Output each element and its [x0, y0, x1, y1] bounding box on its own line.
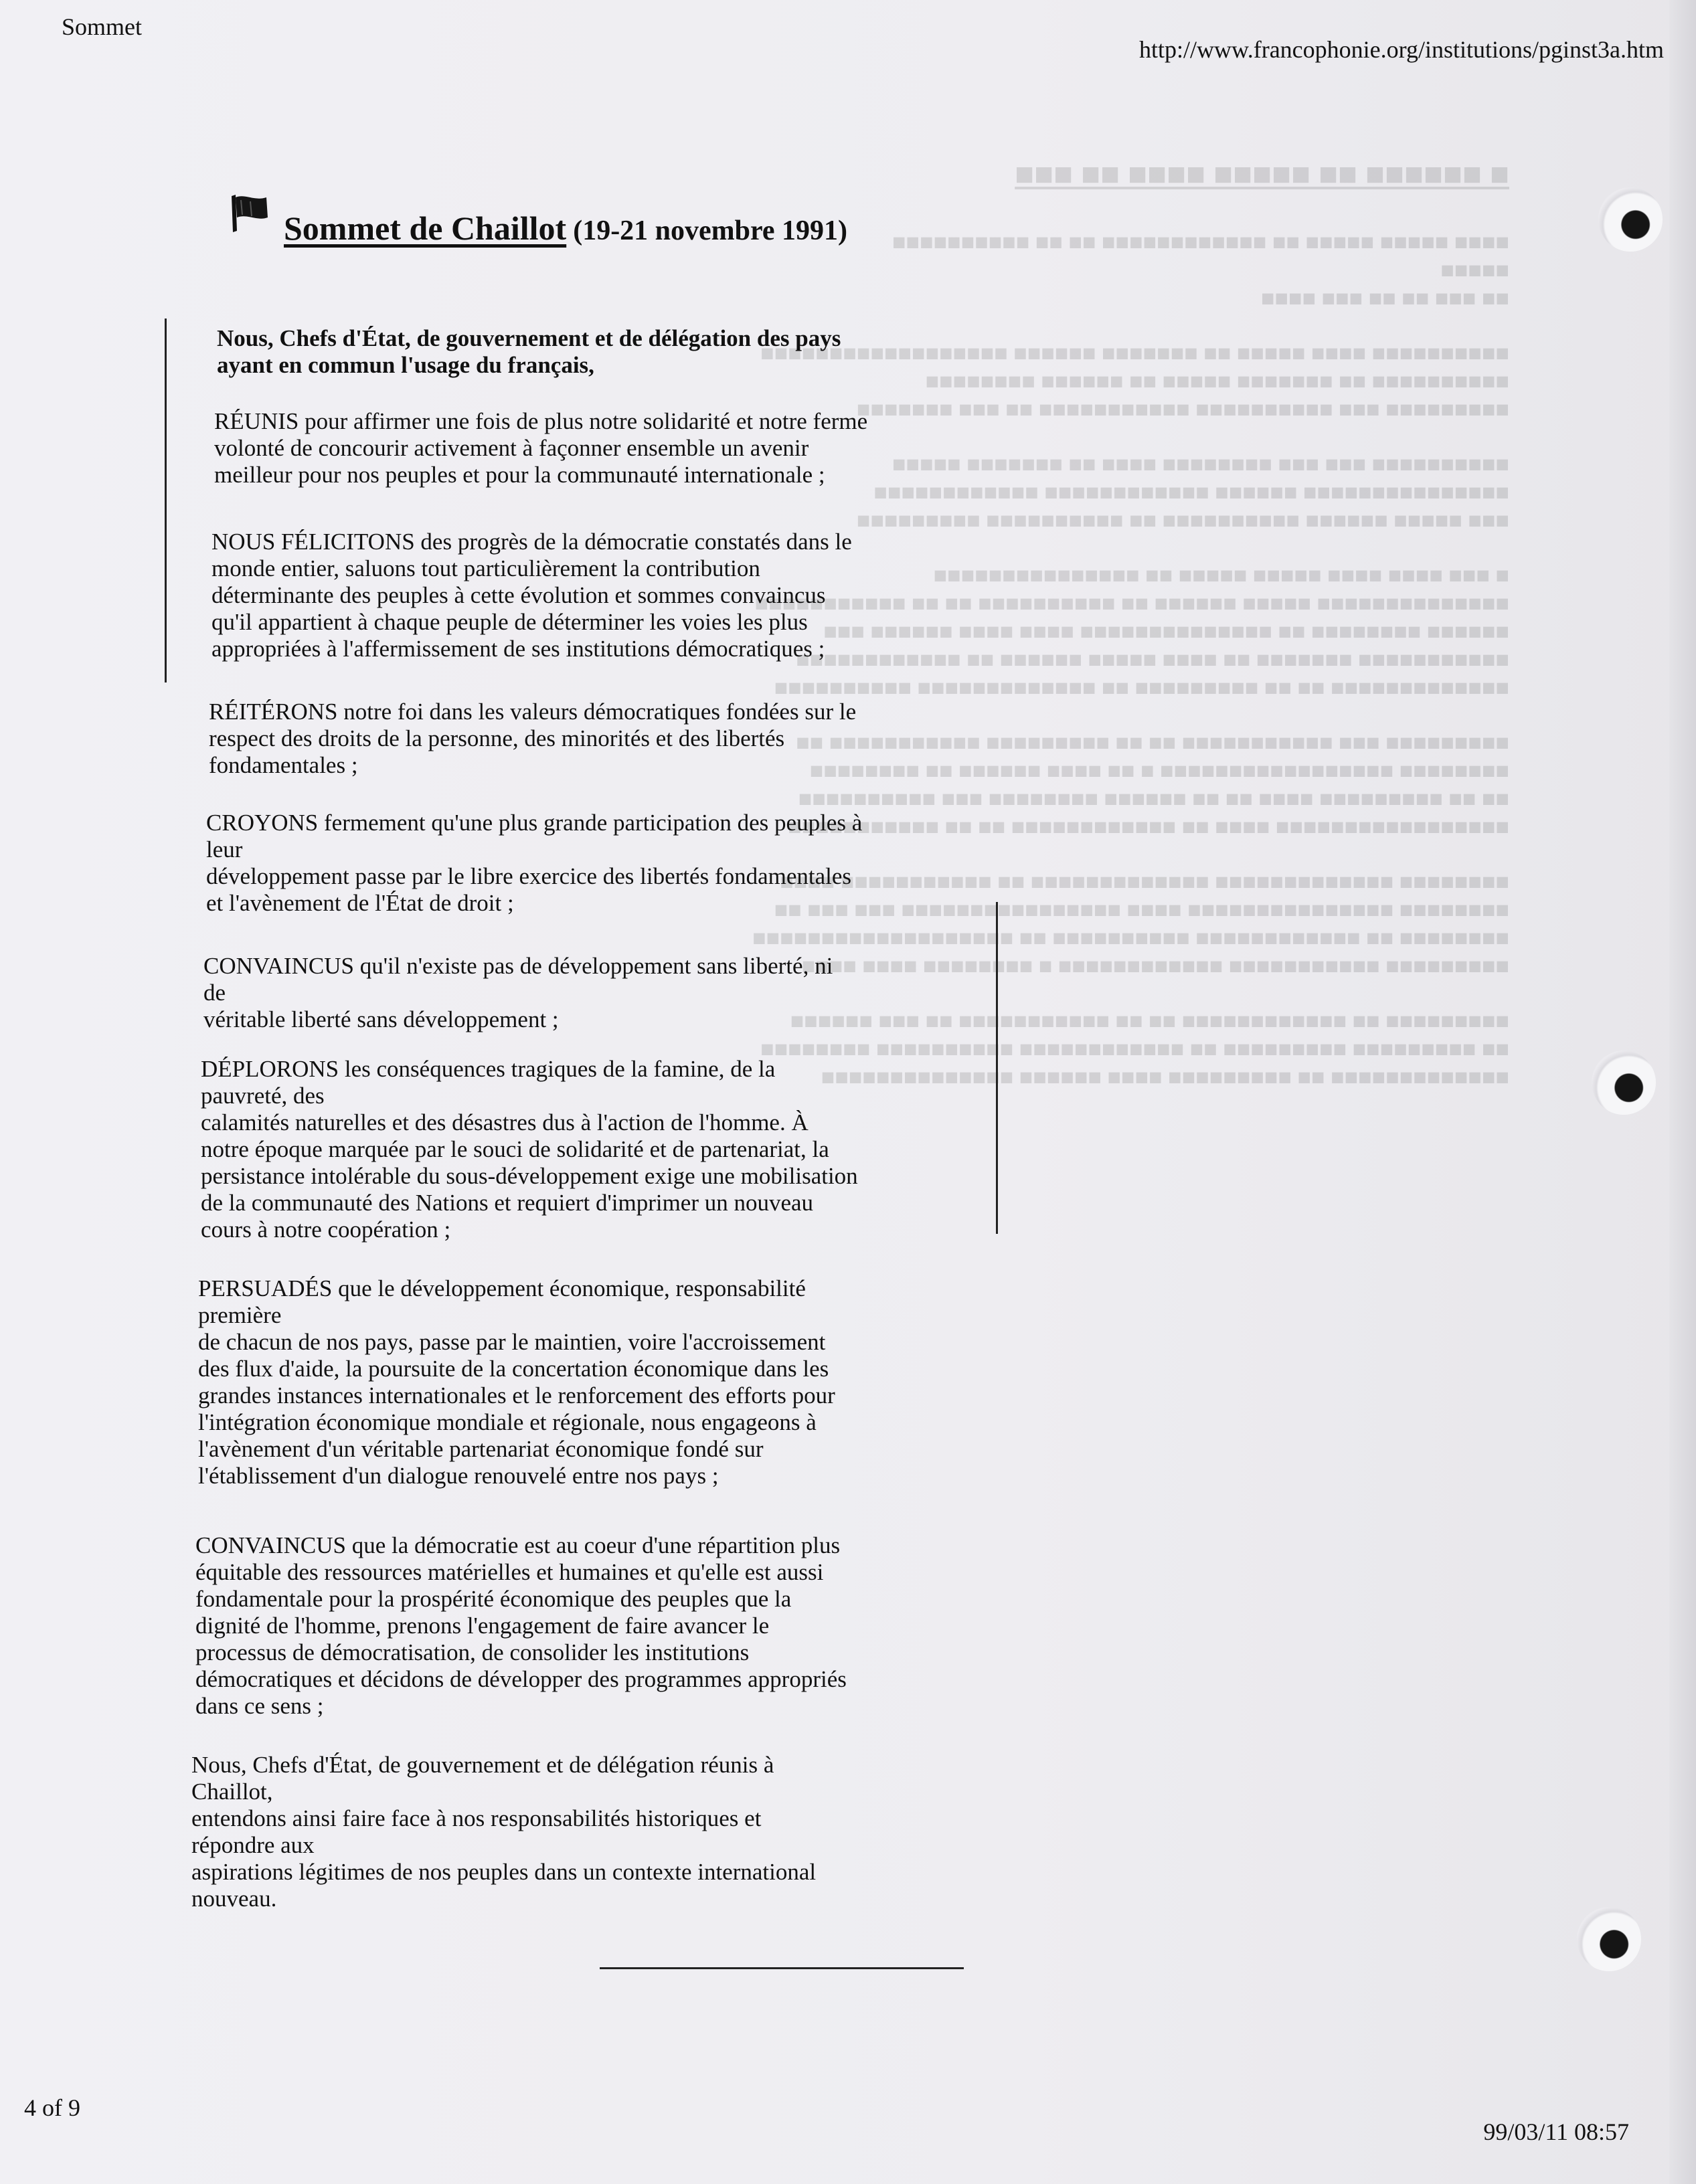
flag-icon	[228, 191, 272, 235]
header-page-title: Sommet	[62, 13, 143, 40]
paragraph-convaincus-2: CONVAINCUS que la démocratie est au coeur d'une répartition plus équitable des ressources matérielles et humaines et qu'elle est aussi fondamentale pour la prospérité économique des peuples que la dignité de l'homme, prenons l'engagement de faire avancer le processus de démocratisation, de consolider les institutions démocratiques et décidons de développer des programmes appropriés dans ce sens ;	[195, 1532, 847, 1719]
bleed-through-texture: ■ ■■■■■■ ■■ ■■■■■ ■■■■ ■■ ■■■ ■■■■ ■■■■■ ■■■■■ ■■ ■■■■■■■■■■■■ ■■ ■■ ■■■■■■■■■■ ■■■■■ ■■ ■■■ ■■ ■■ ■■■ ■■■■ ■■■■■■■■■■ ■■■■ ■■■■■ ■■ ■■■■■■■ ■■■■■■ ■■■■■■■■■■■■■■■■■■ ■■■■■■■■■■ ■■ ■■■■■■■ ■■■■■ ■■ ■■■■■■ ■■■■■■■■ ■■■■■■■■■ ■■■ ■■■■■■■■■■ ■■■■■■■■■■■ ■■ ■■■ ■■■■■■■ ■■■■■■■■■■ ■■■ ■■■ ■■■■■■■■ ■■■■ ■■ ■■■■■■■ ■■■■■ ■■■■■■■■■■■■■■■ ■■■■■■ ■■■■■■■■■■■■ ■■■■■■■■■■■■ ■■■ ■■■■■ ■■■■■■ ■■■■■■■■■■ ■■ ■■■■■■■■■■ ■■■■■■■■■ ■ ■■■ ■■■■ ■■■■ ■■■■■ ■■■■■ ■■ ■■■■■■■■■■■■■■■ ■■■■■■■■■■■■■■ ■■■■■ ■■■■■■ ■■ ■■■■■■■■■■ ■■ ■■ ■■■■■■■■■■■ ■■■■■■ ■■■■■■■■ ■■ ■■■■■■■■■■■■■■ ■■■■ ■■■■ ■■■■■■ ■■■ ■■■■■■■■■■■ ■■■■■■■ ■■ ■■■■ ■■■■■ ■■■■■■ ■■ ■■■■■■■■■■■■ ■■■■■■■■■■■■■ ■■ ■■ ■■■■■■■■■ ■■ ■■■■■■■■■■■■■ ■■■■■■■■■■ ■■■■■■■■■ ■■■ ■■■■■■■■■■■ ■■ ■■ ■■■■■■■■■ ■■■■■■■■■■■ ■■ ■■■■■■■■ ■■■■■■■■■■■■■■■■■ ■ ■■ ■■■■ ■■■■■■ ■■ ■■■■■■■■ ■■ ■■ ■■■■■■■■■ ■■■■ ■■ ■■ ■■■■■■ ■■■■■■■■ ■■■ ■■■■■■■■■■ ■■■■■■■■■■■■■■■■■ ■■■■ ■■ ■■■■■■■■■■■■ ■■ ■■ ■■■■■■■■■■■ ■■■■■■■■ ■■■■■■■■■■■■■ ■■■■■■■■■■■■■ ■■ ■■■■■■■■■■■ ■■■■ ■■■■■■■■ ■■■■■■■■■■■■■■■ ■■■■ ■■■■■■■■■■■■■■■■ ■■■ ■■■ ■■ ■■■■■■■■ ■■ ■■■■■■■■■■■■ ■■■■■■■■■■ ■■ ■■■■■■■■■■■■■■■■■■■ ■■■■■■■■■ ■■■■■■■■■■■ ■■■■■■■■■■■■ ■ ■■■■■■■■ ■■■■ ■■■■ ■■■■■■■■■ ■■ ■■■■■■■■■■■■ ■■ ■■ ■■■■■■■■■■■ ■■ ■■■ ■■■■■■ ■■ ■■■■■■■■■ ■■■■■■■■■ ■■ ■■■■■■■■■■■■ ■■■■■■■■■■ ■■■■■■■■ ■■■■■■■■■■■■■ ■■ ■■■■■■■■■ ■■■■ ■■■■■■ ■■■■■■■■■■■■■■	[752, 157, 1509, 1090]
preamble: Nous, Chefs d'État, de gouvernement et de délégation des pays ayant en commun l'usage du français,	[217, 325, 841, 378]
title-main: Sommet de Chaillot	[284, 209, 567, 247]
paragraph-persuades: PERSUADÉS que le développement économique, responsabilité première de chacun de nos pays, passe par le maintien, voire l'accroissement des flux d'aide, la poursuite de la concertation économique dans les grandes instances internationales et le renforcement des efforts pour l'intégration économique mondiale et régionale, nous engageons à l'avènement d'un véritable partenariat économique fondé sur l'établissement d'un dialogue renouvelé entre nos pays ;	[198, 1275, 835, 1489]
header-url[interactable]: http://www.francophonie.org/institutions/pginst3a.htm	[1139, 36, 1664, 63]
paragraph-convaincus-1: CONVAINCUS qu'il n'existe pas de développement sans liberté, ni de véritable liberté sans développement ;	[203, 953, 833, 1032]
paragraph-croyons: CROYONS fermement qu'une plus grande participation des peuples à leur développement passe par le libre exercice des libertés fondamentales et l'avènement de l'État de droit ;	[206, 810, 863, 916]
paragraph-reiterons: RÉITÉRONS notre foi dans les valeurs démocratiques fondées sur le respect des droits de la personne, des minorités et des libertés fondamentales ;	[209, 699, 857, 778]
paragraph-conclusion: Nous, Chefs d'État, de gouvernement et de délégation réunis à Chaillot, entendons ainsi faire face à nos responsabilités historiques et répondre aux aspirations légitimes de nos peuples dans un contexte international nouveau.	[191, 1752, 817, 1912]
paragraph-reunis: RÉUNIS pour affirmer une fois de plus notre solidarité et notre ferme volonté de concourir activement à façonner ensemble un avenir meilleur pour nos peuples et pour la communauté internationale ;	[214, 408, 868, 488]
scan-edge-shadow	[1669, 0, 1696, 2184]
footer-timestamp: 99/03/11 08:57	[1483, 2118, 1629, 2145]
margin-rule-mid	[996, 902, 998, 1234]
punch-hole-top	[1598, 187, 1663, 252]
margin-rule-left	[165, 318, 167, 682]
footer-page-number: 4 of 9	[24, 2094, 80, 2121]
paragraph-felicitons: NOUS FÉLICITONS des progrès de la démocratie constatés dans le monde entier, saluons tout particulièrement la contribution déterminante des peuples à cette évolution et sommes convaincus qu'il appartient à chaque peuple de déterminer les voies les plus appropriées à l'affermissement de ses institutions démocratiques ;	[211, 529, 852, 662]
page-title	[284, 209, 847, 248]
paragraph-deplorons: DÉPLORONS les conséquences tragiques de la famine, de la pauvreté, des calamités naturelles et des désastres dus à l'action de l'homme. À notre époque marquée par le souci de solidarité et de partenariat, la persistance intolérable du sous-développement exige une mobilisation de la communauté des Nations et requiert d'imprimer un nouveau cours à notre coopération ;	[201, 1056, 858, 1243]
title-date: (19-21 novembre 1991)	[573, 215, 848, 246]
punch-hole-bottom	[1577, 1907, 1641, 1971]
closing-rule	[600, 1967, 964, 1969]
punch-hole-middle	[1592, 1051, 1656, 1115]
